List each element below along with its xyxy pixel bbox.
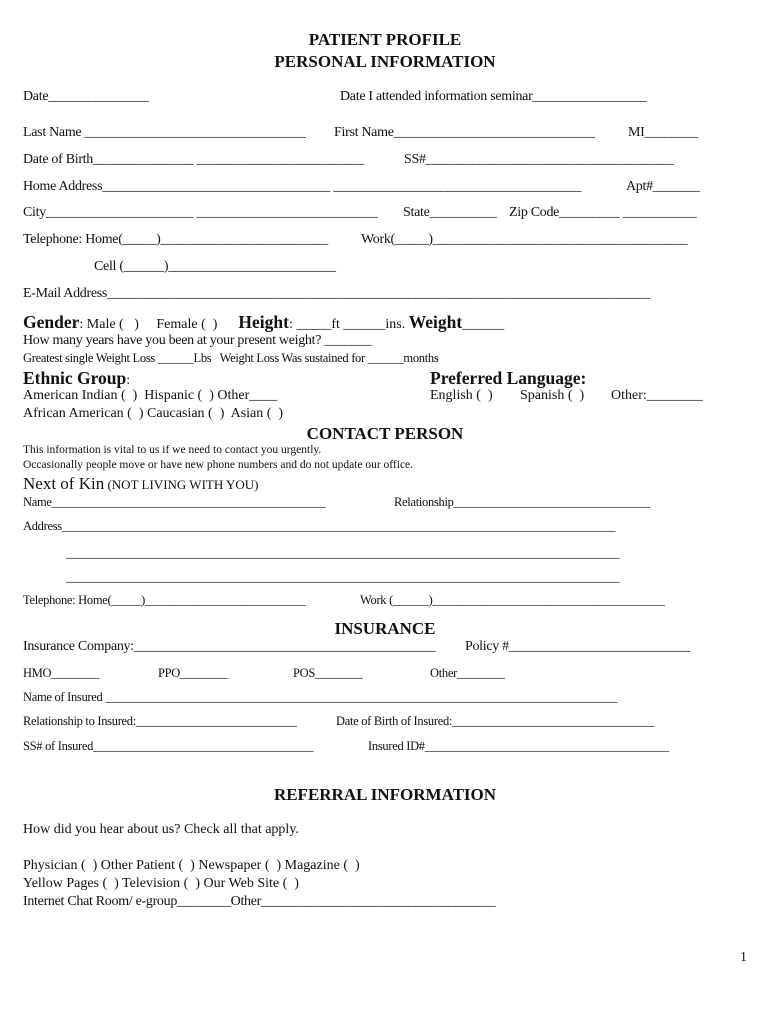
referral-options-line3[interactable]: Internet Chat Room/ e-group________Other___________________________________ [23,894,496,909]
referral-options-line1[interactable]: Physician ( ) Other Patient ( ) Newspaper ( ) Magazine ( ) [23,858,360,873]
kin-address-field[interactable]: Address_____________________________________________________________________________________________ [23,519,616,533]
gender-options[interactable]: : Male ( ) Female ( ) [79,317,218,332]
state-field[interactable]: State__________ [403,205,497,220]
gender-height-weight-row [23,312,504,335]
contact-note-2: Occasionally people move or have new phone numbers and do not update our office. [23,459,414,471]
insurance-other-field[interactable]: Other________ [430,666,505,680]
page-number: 1 [740,950,747,965]
form-title: PATIENT PROFILE [308,30,462,49]
ethnic-group-colon: : [126,373,131,388]
referral-question: How did you hear about us? Check all that apply. [23,822,299,837]
ethnic-group-label: Ethnic Group [23,368,127,388]
telephone-home-field[interactable]: Telephone: Home(_____)_________________________ [23,232,328,247]
years-at-weight-question[interactable]: How many years have you been at your present weight? _______ [23,333,372,348]
kin-address-line3[interactable]: _____________________________________________________________________________________________ [66,570,620,584]
email-field[interactable]: E-Mail Address_________________________________________________________________________________ [23,286,650,301]
gender-label: Gender [23,312,80,332]
height-label: Height [238,312,289,332]
language-spanish-option[interactable]: Spanish ( ) [520,388,585,403]
home-address-field[interactable]: Home Address__________________________________ _____________________________________ [23,179,582,194]
kin-telephone-home-field[interactable]: Telephone: Home(_____)___________________________ [23,593,306,607]
policy-number-field[interactable]: Policy #___________________________ [465,639,690,654]
height-field[interactable]: : _____ft ______ins. [288,317,406,332]
contact-note-1: This information is vital to us if we need to contact you urgently. [23,444,322,456]
insured-dob-field[interactable]: Date of Birth of Insured:__________________________________ [336,714,655,728]
language-other-field[interactable]: Other:________ [611,388,703,403]
middle-initial-field[interactable]: MI________ [628,125,699,140]
insurance-heading: INSURANCE [334,619,436,638]
telephone-work-field[interactable]: Work(_____)______________________________________ [361,232,688,247]
city-field[interactable]: City______________________ ___________________________ [23,205,378,220]
insured-id-field[interactable]: Insured ID#_________________________________________ [368,739,669,753]
seminar-date-field[interactable]: Date I attended information seminar_________________ [340,89,647,104]
hmo-field[interactable]: HMO________ [23,666,99,680]
weight-label: Weight [408,312,463,332]
next-of-kin-note: (NOT LIVING WITH YOU) [104,477,259,492]
ethnic-options-line2[interactable]: African American ( ) Caucasian ( ) Asian ( ) [23,406,284,421]
last-name-field[interactable]: Last Name _________________________________ [23,125,306,140]
date-of-birth-field[interactable]: Date of Birth_______________ _________________________ [23,152,365,167]
next-of-kin-label: Next of Kin [23,474,105,493]
referral-options-line2[interactable]: Yellow Pages ( ) Television ( ) Our Web Site ( ) [23,876,299,891]
form-subtitle: PERSONAL INFORMATION [274,52,496,71]
relationship-to-insured-field[interactable]: Relationship to Insured:___________________________ [23,714,297,728]
contact-person-heading: CONTACT PERSON [306,424,464,443]
weight-loss-field[interactable]: Greatest single Weight Loss ______Lbs Weight Loss Was sustained for ______months [23,351,439,365]
kin-name-field[interactable]: Name______________________________________________ [23,495,326,509]
insured-ssn-field[interactable]: SS# of Insured_____________________________________ [23,739,314,753]
kin-address-line2[interactable]: _____________________________________________________________________________________________ [66,546,620,560]
referral-heading: REFERRAL INFORMATION [273,785,497,804]
kin-telephone-work-field[interactable]: Work (______)_______________________________________ [360,593,665,607]
kin-relationship-field[interactable]: Relationship_________________________________ [394,495,650,509]
weight-field[interactable]: ______ [462,317,505,332]
first-name-field[interactable]: First Name______________________________ [334,125,595,140]
ppo-field[interactable]: PPO________ [158,666,228,680]
pos-field[interactable]: POS________ [293,666,363,680]
next-of-kin-heading [23,475,259,495]
insurance-company-field[interactable]: Insurance Company:_____________________________________________ [23,639,436,654]
ssn-field[interactable]: SS#_____________________________________ [404,152,674,167]
date-field[interactable]: Date_______________ [23,89,149,104]
cell-phone-field[interactable]: Cell (______)_________________________ [94,259,336,274]
language-english-option[interactable]: English ( ) [430,388,493,403]
apt-field[interactable]: Apt#_______ [626,179,700,194]
zip-code-field[interactable]: Zip Code_________ ___________ [509,205,697,220]
ethnic-options-line1[interactable]: American Indian ( ) Hispanic ( ) Other____ [23,388,278,403]
preferred-language-label: Preferred Language: [430,368,587,388]
name-of-insured-field[interactable]: Name of Insured ______________________________________________________________________________________ [23,690,618,704]
